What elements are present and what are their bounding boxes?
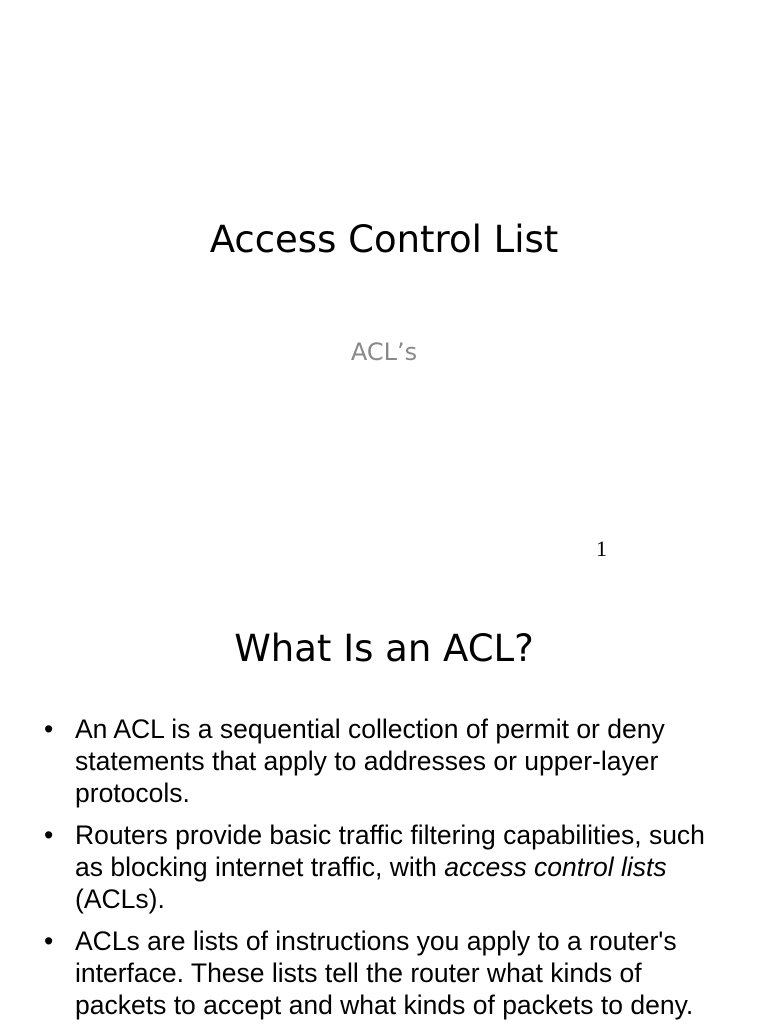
bullet-text: (ACLs). [75, 884, 165, 914]
bullet-text: Routers provide basic traffic filtering capabilities, such as blocking internet traffic, with [75, 820, 705, 882]
bullet-item [0, 713, 768, 809]
bullet-text: ACLs are lists of instructions you apply to a router's interface. These lists tell the router what kinds of packets to accept and what kinds of packets to deny. [75, 926, 694, 1020]
bullet-item [0, 819, 768, 915]
bullet-marker: • [44, 926, 54, 956]
bullet-marker: • [44, 714, 54, 744]
slide-subtitle: ACL’s [350, 338, 418, 366]
slide-title: Access Control List [209, 218, 559, 261]
bullet-marker: • [44, 820, 54, 850]
bullet-emphasis: access control lists [444, 852, 667, 882]
bullet-list [0, 713, 768, 1024]
slide-2 [0, 576, 768, 1024]
page-number: 1 [596, 536, 607, 561]
bullet-item [0, 925, 768, 1021]
bullet-text: An ACL is a sequential collection of permit or deny statements that apply to addresses or upper-layer protocols. [75, 714, 665, 808]
slide-title: What Is an ACL? [234, 627, 534, 670]
